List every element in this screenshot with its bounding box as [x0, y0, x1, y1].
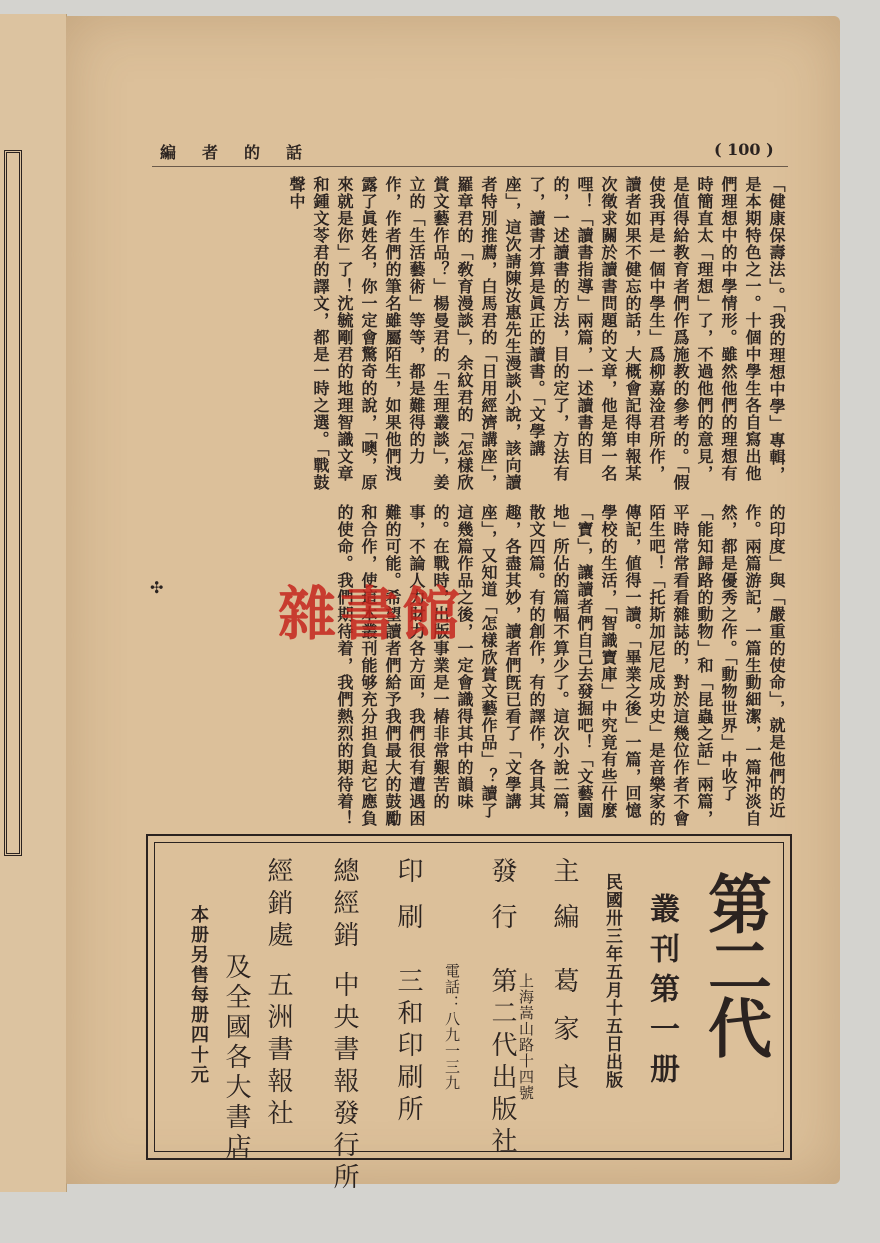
- printer-name: 三和印刷所: [393, 967, 423, 1127]
- distributor-label: 總經銷: [329, 857, 359, 953]
- editor-row: [546, 857, 583, 1147]
- publisher-label: 發行: [487, 857, 517, 949]
- library-stamp: 雜書館: [278, 580, 465, 648]
- printer-label: 印刷: [393, 857, 423, 949]
- publisher-phone: 電話：八九一三九: [443, 963, 461, 1091]
- agents-row-2: [218, 953, 255, 1243]
- editor-name: 葛家良: [549, 967, 579, 1111]
- body-text-lower: 的印度」與「嚴重的使命」，就是他們的近作。兩篇游記，一篇生動細潔，一篇沖淡自然，都是優秀之作。「動物世界」中收了「能知歸路的動物」和「昆蟲之話」兩篇，平時常常看看雜誌的，對於這幾位作者不會陌生吧！「托斯加尼尼成功史」是音樂家的傳記，値得一讀。「畢業之後」一篇，回憶學校的生活，「智識寶庫」中究竟有些什麼「寶」，讓讀者們自己去發掘吧！「文藝園地」所佔的篇幅不算少了。這次小說二篇，散文四篇。有的創作，有的譯作，各具其趣，各盡其妙，讀者們旣已看了「文學講座」，又知道「怎樣欣賞文藝作品」？讀了這幾篇作品之後，一定會識得其中的韻味的。在戰時，出版事業是一樁非常艱苦的事，不論人力財力各方面，我們很有遭遇困難的可能。希望讀者們給予我們最大的鼓勵和合作，使這本叢刊能够充分担負起它應負的使命。我們期待着，我們熱烈的期待着！: [335, 504, 786, 827]
- page-number: ( 100 ): [714, 140, 774, 159]
- publisher-name: 第二代出版社: [487, 967, 517, 1159]
- editor-label: 主編: [549, 857, 579, 949]
- ornament-mark: ✣: [150, 578, 164, 597]
- masthead: 第二代: [697, 871, 772, 1057]
- distributor-name: 中央書報發行所: [329, 971, 359, 1195]
- publication-date: 民國卅三年五月十五日出版: [602, 873, 622, 1089]
- printer-row: [390, 857, 427, 1147]
- left-page-edge: [0, 14, 67, 1192]
- agents-row-1: [260, 857, 297, 1147]
- ornamental-border: [4, 150, 22, 856]
- body-text-upper: 「健康保壽法」。「我的理想中學」專輯，是本期特色之一。十個中學生各自寫出他們理想中的中學情形。雖然他們的理想有時簡直太「理想」了，不過他們的意見，是值得給教育者們作爲施教的參考的。「假使我再是一個中學生」爲柳嘉淦君所作，讀者如果不健忘的話，大概會記得申報某次徵求關於讀書問題的文章，他是第一名哩！「讀書指導」兩篇，一述讀書的目的，一述讀書的方法，目的定了，方法有了，讀書才算是眞正的讀書。「文學講座」，這次請陳汝惠先生漫談小說，該向讀者特別推薦，白馬君的「日用經濟講座」，羅章君的「敎育漫談」，余紋君的「怎樣欣賞文藝作品？」楊曼君的「生理叢談」，姜立的「生活藝術」等等，都是難得的力作，作者們的筆名雖屬陌生，如果他們洩露了眞姓名，你一定會驚奇的說，「噢，原來就是你」了！沈毓剛君的地理智識文章和鍾文苓君的譯文，都是一時之選。「戰鼓聲中: [287, 176, 786, 491]
- running-header-title: 編者的話: [160, 143, 329, 162]
- agents-label: 經銷處: [263, 857, 293, 953]
- series-label: 叢刊第一册: [644, 893, 679, 1093]
- header-rule: [152, 166, 788, 167]
- colophon-box: [146, 834, 792, 1195]
- price-note: 本册另售每册四十元: [188, 905, 209, 1085]
- distributor-row: [326, 857, 363, 1195]
- agents-name-2: 及全國各大書店: [221, 953, 251, 1163]
- publisher-address: 上海嵩山路十四號: [517, 973, 535, 1101]
- agents-name-1: 五洲書報社: [263, 971, 293, 1131]
